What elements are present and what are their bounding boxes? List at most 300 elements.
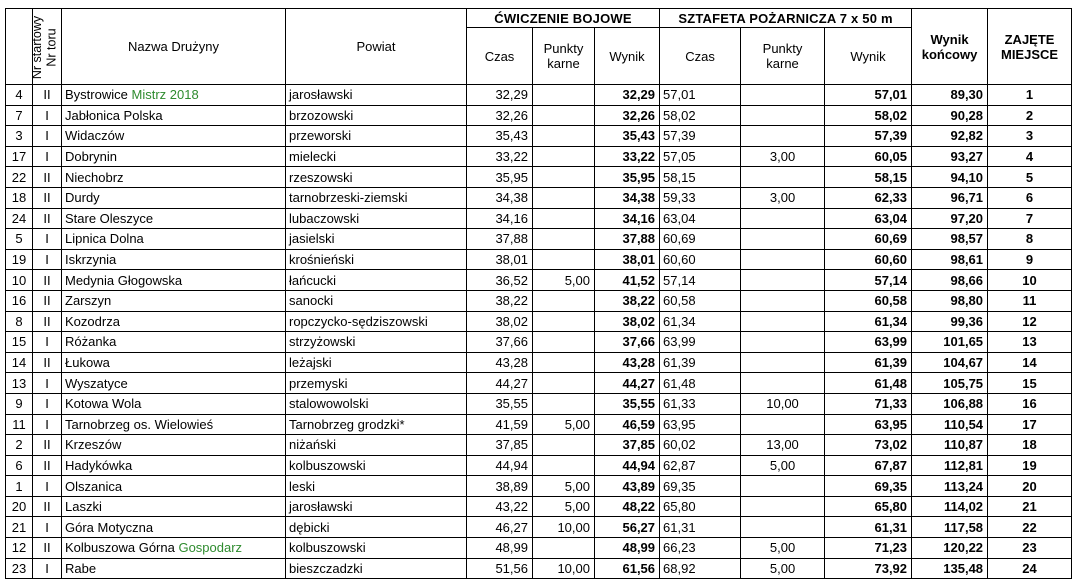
final-result-cell: 114,02 xyxy=(912,496,988,517)
place-cell: 18 xyxy=(988,435,1072,456)
place-cell: 17 xyxy=(988,414,1072,435)
county-cell: krośnieński xyxy=(286,249,467,270)
cb-time-cell: 43,28 xyxy=(467,352,533,373)
relay-result-cell: 69,35 xyxy=(825,476,912,497)
cb-time-cell: 38,22 xyxy=(467,290,533,311)
table-row xyxy=(6,517,1072,538)
place-cell: 4 xyxy=(988,146,1072,167)
header-sz-wynik: Wynik xyxy=(825,28,912,85)
team-name: Góra Motyczna xyxy=(65,519,154,535)
relay-penalty-cell xyxy=(741,208,825,229)
table-row xyxy=(6,146,1072,167)
relay-result-cell: 63,99 xyxy=(825,332,912,353)
final-result-cell: 98,66 xyxy=(912,270,988,291)
cb-time-cell: 43,22 xyxy=(467,496,533,517)
final-result-cell: 101,65 xyxy=(912,332,988,353)
lane-cell: I xyxy=(33,126,62,147)
header-zajete-miejsce: ZAJĘTE MIEJSCE xyxy=(988,9,1072,85)
start-number-cell: 23 xyxy=(6,558,33,579)
relay-result-cell: 67,87 xyxy=(825,455,912,476)
county-cell: dębicki xyxy=(286,517,467,538)
relay-time-cell: 61,34 xyxy=(660,311,741,332)
team-name: Łukowa xyxy=(65,355,110,371)
relay-time-cell: 65,80 xyxy=(660,496,741,517)
county-cell: łańcucki xyxy=(286,270,467,291)
table-row xyxy=(6,105,1072,126)
final-result-cell: 106,88 xyxy=(912,393,988,414)
cb-time-cell: 44,27 xyxy=(467,373,533,394)
cb-penalty-cell xyxy=(533,435,595,456)
lane-cell: II xyxy=(33,311,62,332)
place-cell: 6 xyxy=(988,187,1072,208)
cb-result-cell: 48,22 xyxy=(595,496,660,517)
county-cell: bieszczadzki xyxy=(286,558,467,579)
place-cell: 7 xyxy=(988,208,1072,229)
cb-result-cell: 37,88 xyxy=(595,229,660,250)
team-name-cell xyxy=(62,435,286,456)
cb-time-cell: 36,52 xyxy=(467,270,533,291)
team-name-cell xyxy=(62,187,286,208)
relay-penalty-cell xyxy=(741,476,825,497)
relay-penalty-cell: 3,00 xyxy=(741,187,825,208)
county-cell: jarosławski xyxy=(286,496,467,517)
county-cell: stalowowolski xyxy=(286,393,467,414)
cb-result-cell: 33,22 xyxy=(595,146,660,167)
relay-penalty-cell xyxy=(741,270,825,291)
cb-time-cell: 37,88 xyxy=(467,229,533,250)
county-cell: lubaczowski xyxy=(286,208,467,229)
cb-time-cell: 51,56 xyxy=(467,558,533,579)
relay-time-cell: 57,14 xyxy=(660,270,741,291)
place-cell: 16 xyxy=(988,393,1072,414)
team-name-cell xyxy=(62,496,286,517)
team-note: Mistrz 2018 xyxy=(131,87,199,103)
relay-penalty-cell xyxy=(741,414,825,435)
cb-penalty-cell xyxy=(533,229,595,250)
team-name: Widaczów xyxy=(65,128,125,144)
cb-time-cell: 46,27 xyxy=(467,517,533,538)
start-number-cell: 8 xyxy=(6,311,33,332)
table-row xyxy=(6,352,1072,373)
lane-cell: I xyxy=(33,249,62,270)
relay-result-cell: 57,01 xyxy=(825,85,912,106)
start-number-cell: 21 xyxy=(6,517,33,538)
start-number-cell: 15 xyxy=(6,332,33,353)
start-number-cell: 6 xyxy=(6,455,33,476)
relay-result-cell: 60,05 xyxy=(825,146,912,167)
start-number-cell: 11 xyxy=(6,414,33,435)
place-cell: 14 xyxy=(988,352,1072,373)
table-row xyxy=(6,290,1072,311)
start-number-cell: 22 xyxy=(6,167,33,188)
start-number-cell: 18 xyxy=(6,187,33,208)
relay-result-cell: 57,39 xyxy=(825,126,912,147)
county-cell: leżajski xyxy=(286,352,467,373)
cb-time-cell: 38,89 xyxy=(467,476,533,497)
team-name-cell xyxy=(62,208,286,229)
place-cell: 19 xyxy=(988,455,1072,476)
cb-penalty-cell: 10,00 xyxy=(533,517,595,538)
lane-cell: I xyxy=(33,517,62,538)
team-name: Iskrzynia xyxy=(65,252,117,268)
final-result-cell: 117,58 xyxy=(912,517,988,538)
cb-penalty-cell: 10,00 xyxy=(533,558,595,579)
lane-cell: II xyxy=(33,496,62,517)
table-row xyxy=(6,435,1072,456)
team-note: Gospodarz xyxy=(178,540,243,556)
relay-result-cell: 71,33 xyxy=(825,393,912,414)
county-cell: kolbuszowski xyxy=(286,455,467,476)
table-row xyxy=(6,311,1072,332)
cb-time-cell: 35,95 xyxy=(467,167,533,188)
team-name: Olszanica xyxy=(65,478,123,494)
lane-cell: II xyxy=(33,187,62,208)
relay-time-cell: 69,35 xyxy=(660,476,741,497)
table-row xyxy=(6,538,1072,559)
relay-result-cell: 62,33 xyxy=(825,187,912,208)
header-nr-toru: Nr toru xyxy=(33,9,62,85)
team-name: Jabłonica Polska xyxy=(65,107,163,123)
results-table xyxy=(5,8,1072,579)
cb-penalty-cell xyxy=(533,538,595,559)
county-cell: niżański xyxy=(286,435,467,456)
results-sheet xyxy=(5,8,1072,579)
relay-penalty-cell: 10,00 xyxy=(741,393,825,414)
team-name-cell xyxy=(62,311,286,332)
team-name-cell xyxy=(62,290,286,311)
final-result-cell: 110,87 xyxy=(912,435,988,456)
county-cell: kolbuszowski xyxy=(286,538,467,559)
team-name: Medynia Głogowska xyxy=(65,272,183,288)
cb-penalty-cell xyxy=(533,208,595,229)
start-number-cell: 7 xyxy=(6,105,33,126)
cb-penalty-cell xyxy=(533,85,595,106)
relay-result-cell: 65,80 xyxy=(825,496,912,517)
team-name: Bystrowice xyxy=(65,87,128,103)
cb-penalty-cell xyxy=(533,167,595,188)
header-cb-wynik: Wynik xyxy=(595,28,660,85)
lane-cell: II xyxy=(33,435,62,456)
team-name: Laszki xyxy=(65,499,102,515)
cb-time-cell: 34,38 xyxy=(467,187,533,208)
lane-cell: I xyxy=(33,146,62,167)
table-row xyxy=(6,126,1072,147)
final-result-cell: 98,57 xyxy=(912,229,988,250)
cb-time-cell: 32,29 xyxy=(467,85,533,106)
relay-time-cell: 60,69 xyxy=(660,229,741,250)
cb-time-cell: 34,16 xyxy=(467,208,533,229)
county-cell: Tarnobrzeg grodzki* xyxy=(286,414,467,435)
county-cell: rzeszowski xyxy=(286,167,467,188)
final-result-cell: 97,20 xyxy=(912,208,988,229)
team-name: Durdy xyxy=(65,190,100,206)
team-name: Krzeszów xyxy=(65,437,122,453)
place-cell: 21 xyxy=(988,496,1072,517)
county-cell: jarosławski xyxy=(286,85,467,106)
final-result-cell: 96,71 xyxy=(912,187,988,208)
lane-cell: II xyxy=(33,290,62,311)
team-name-cell xyxy=(62,476,286,497)
relay-penalty-cell: 13,00 xyxy=(741,435,825,456)
table-header xyxy=(6,9,1072,85)
relay-time-cell: 57,39 xyxy=(660,126,741,147)
cb-penalty-cell xyxy=(533,146,595,167)
table-row xyxy=(6,208,1072,229)
start-number-cell: 24 xyxy=(6,208,33,229)
county-cell: przeworski xyxy=(286,126,467,147)
start-number-cell: 9 xyxy=(6,393,33,414)
relay-time-cell: 58,02 xyxy=(660,105,741,126)
cb-result-cell: 37,66 xyxy=(595,332,660,353)
team-name: Różanka xyxy=(65,334,117,350)
cb-penalty-cell xyxy=(533,290,595,311)
relay-result-cell: 63,95 xyxy=(825,414,912,435)
relay-penalty-cell xyxy=(741,85,825,106)
cb-time-cell: 41,59 xyxy=(467,414,533,435)
final-result-cell: 93,27 xyxy=(912,146,988,167)
final-result-cell: 110,54 xyxy=(912,414,988,435)
table-row xyxy=(6,393,1072,414)
lane-cell: I xyxy=(33,558,62,579)
county-cell: przemyski xyxy=(286,373,467,394)
place-cell: 2 xyxy=(988,105,1072,126)
final-result-cell: 94,10 xyxy=(912,167,988,188)
relay-penalty-cell: 5,00 xyxy=(741,538,825,559)
lane-cell: I xyxy=(33,393,62,414)
start-number-cell: 10 xyxy=(6,270,33,291)
lane-cell: II xyxy=(33,167,62,188)
final-result-cell: 120,22 xyxy=(912,538,988,559)
table-row xyxy=(6,249,1072,270)
cb-penalty-cell xyxy=(533,187,595,208)
relay-time-cell: 66,23 xyxy=(660,538,741,559)
relay-penalty-cell xyxy=(741,167,825,188)
relay-result-cell: 71,23 xyxy=(825,538,912,559)
cb-result-cell: 35,43 xyxy=(595,126,660,147)
final-result-cell: 105,75 xyxy=(912,373,988,394)
team-name: Niechobrz xyxy=(65,169,124,185)
relay-result-cell: 58,02 xyxy=(825,105,912,126)
cb-result-cell: 61,56 xyxy=(595,558,660,579)
cb-result-cell: 34,16 xyxy=(595,208,660,229)
relay-penalty-cell: 5,00 xyxy=(741,558,825,579)
team-name-cell xyxy=(62,517,286,538)
relay-penalty-cell xyxy=(741,290,825,311)
table-row xyxy=(6,229,1072,250)
team-name-cell xyxy=(62,126,286,147)
cb-result-cell: 38,22 xyxy=(595,290,660,311)
table-body xyxy=(6,85,1072,579)
start-number-cell: 20 xyxy=(6,496,33,517)
place-cell: 15 xyxy=(988,373,1072,394)
final-result-cell: 98,61 xyxy=(912,249,988,270)
place-cell: 24 xyxy=(988,558,1072,579)
relay-penalty-cell xyxy=(741,105,825,126)
lane-cell: I xyxy=(33,229,62,250)
final-result-cell: 99,36 xyxy=(912,311,988,332)
relay-result-cell: 60,60 xyxy=(825,249,912,270)
final-result-cell: 113,24 xyxy=(912,476,988,497)
county-cell: leski xyxy=(286,476,467,497)
team-name: Wyszatyce xyxy=(65,375,128,391)
header-cb-czas: Czas xyxy=(467,28,533,85)
county-cell: tarnobrzeski-ziemski xyxy=(286,187,467,208)
cb-penalty-cell xyxy=(533,393,595,414)
start-number-cell: 17 xyxy=(6,146,33,167)
lane-cell: II xyxy=(33,208,62,229)
lane-cell: I xyxy=(33,332,62,353)
place-cell: 12 xyxy=(988,311,1072,332)
relay-penalty-cell xyxy=(741,229,825,250)
cb-time-cell: 37,85 xyxy=(467,435,533,456)
cb-result-cell: 56,27 xyxy=(595,517,660,538)
header-sz-czas: Czas xyxy=(660,28,741,85)
relay-time-cell: 60,02 xyxy=(660,435,741,456)
final-result-cell: 135,48 xyxy=(912,558,988,579)
cb-result-cell: 44,27 xyxy=(595,373,660,394)
final-result-cell: 92,82 xyxy=(912,126,988,147)
final-result-cell: 90,28 xyxy=(912,105,988,126)
team-name: Zarszyn xyxy=(65,293,112,309)
place-cell: 23 xyxy=(988,538,1072,559)
cb-penalty-cell xyxy=(533,311,595,332)
team-name-cell xyxy=(62,229,286,250)
place-cell: 11 xyxy=(988,290,1072,311)
cb-result-cell: 44,94 xyxy=(595,455,660,476)
relay-penalty-cell xyxy=(741,517,825,538)
team-name-cell xyxy=(62,85,286,106)
cb-result-cell: 43,28 xyxy=(595,352,660,373)
final-result-cell: 89,30 xyxy=(912,85,988,106)
lane-cell: I xyxy=(33,476,62,497)
team-name: Kozodrza xyxy=(65,313,120,329)
cb-result-cell: 41,52 xyxy=(595,270,660,291)
relay-time-cell: 59,33 xyxy=(660,187,741,208)
relay-time-cell: 61,31 xyxy=(660,517,741,538)
table-row xyxy=(6,414,1072,435)
cb-result-cell: 35,95 xyxy=(595,167,660,188)
cb-penalty-cell xyxy=(533,126,595,147)
header-sz-punkty-karne: Punkty karne xyxy=(741,28,825,85)
place-cell: 20 xyxy=(988,476,1072,497)
lane-cell: II xyxy=(33,85,62,106)
team-name: Rabe xyxy=(65,560,97,576)
relay-time-cell: 61,48 xyxy=(660,373,741,394)
table-row xyxy=(6,167,1072,188)
relay-result-cell: 61,39 xyxy=(825,352,912,373)
table-row xyxy=(6,85,1072,106)
start-number-cell: 12 xyxy=(6,538,33,559)
lane-cell: I xyxy=(33,373,62,394)
cb-time-cell: 33,22 xyxy=(467,146,533,167)
start-number-cell: 2 xyxy=(6,435,33,456)
team-name-cell xyxy=(62,538,286,559)
place-cell: 3 xyxy=(988,126,1072,147)
cb-result-cell: 37,85 xyxy=(595,435,660,456)
lane-cell: I xyxy=(33,105,62,126)
cb-penalty-cell xyxy=(533,352,595,373)
cb-result-cell: 34,38 xyxy=(595,187,660,208)
relay-result-cell: 73,02 xyxy=(825,435,912,456)
team-name-cell xyxy=(62,249,286,270)
header-powiat: Powiat xyxy=(286,9,467,85)
cb-time-cell: 35,43 xyxy=(467,126,533,147)
lane-cell: II xyxy=(33,455,62,476)
place-cell: 10 xyxy=(988,270,1072,291)
county-cell: mielecki xyxy=(286,146,467,167)
team-name-cell xyxy=(62,270,286,291)
cb-penalty-cell xyxy=(533,105,595,126)
cb-penalty-cell xyxy=(533,455,595,476)
table-row xyxy=(6,455,1072,476)
start-number-cell: 3 xyxy=(6,126,33,147)
relay-time-cell: 68,92 xyxy=(660,558,741,579)
cb-time-cell: 38,02 xyxy=(467,311,533,332)
header-nr-startowy: Nr startowy xyxy=(6,9,33,85)
team-name: Kolbuszowa Górna xyxy=(65,540,175,556)
team-name-cell xyxy=(62,146,286,167)
lane-cell: I xyxy=(33,414,62,435)
relay-time-cell: 57,01 xyxy=(660,85,741,106)
start-number-cell: 13 xyxy=(6,373,33,394)
relay-time-cell: 61,39 xyxy=(660,352,741,373)
relay-time-cell: 61,33 xyxy=(660,393,741,414)
relay-result-cell: 58,15 xyxy=(825,167,912,188)
cb-penalty-cell: 5,00 xyxy=(533,270,595,291)
header-nazwa-druzyny: Nazwa Drużyny xyxy=(62,9,286,85)
relay-result-cell: 61,34 xyxy=(825,311,912,332)
table-row xyxy=(6,558,1072,579)
relay-time-cell: 60,58 xyxy=(660,290,741,311)
relay-penalty-cell xyxy=(741,352,825,373)
start-number-cell: 1 xyxy=(6,476,33,497)
cb-penalty-cell xyxy=(533,249,595,270)
cb-penalty-cell: 5,00 xyxy=(533,414,595,435)
table-row xyxy=(6,496,1072,517)
relay-penalty-cell xyxy=(741,496,825,517)
relay-result-cell: 73,92 xyxy=(825,558,912,579)
cb-result-cell: 38,01 xyxy=(595,249,660,270)
place-cell: 1 xyxy=(988,85,1072,106)
team-name-cell xyxy=(62,414,286,435)
cb-result-cell: 35,55 xyxy=(595,393,660,414)
relay-penalty-cell xyxy=(741,249,825,270)
start-number-cell: 16 xyxy=(6,290,33,311)
start-number-cell: 5 xyxy=(6,229,33,250)
cb-result-cell: 46,59 xyxy=(595,414,660,435)
place-cell: 22 xyxy=(988,517,1072,538)
team-name-cell xyxy=(62,373,286,394)
team-name-cell xyxy=(62,393,286,414)
cb-result-cell: 32,29 xyxy=(595,85,660,106)
team-name-cell xyxy=(62,558,286,579)
team-name-cell xyxy=(62,105,286,126)
cb-time-cell: 48,99 xyxy=(467,538,533,559)
lane-cell: II xyxy=(33,538,62,559)
relay-result-cell: 61,31 xyxy=(825,517,912,538)
relay-time-cell: 58,15 xyxy=(660,167,741,188)
relay-penalty-cell: 5,00 xyxy=(741,455,825,476)
relay-time-cell: 63,95 xyxy=(660,414,741,435)
relay-time-cell: 63,04 xyxy=(660,208,741,229)
team-name: Tarnobrzeg os. Wielowieś xyxy=(65,416,214,432)
team-name: Lipnica Dolna xyxy=(65,231,144,247)
relay-time-cell: 63,99 xyxy=(660,332,741,353)
cb-penalty-cell: 5,00 xyxy=(533,476,595,497)
cb-time-cell: 32,26 xyxy=(467,105,533,126)
relay-result-cell: 63,04 xyxy=(825,208,912,229)
cb-result-cell: 43,89 xyxy=(595,476,660,497)
